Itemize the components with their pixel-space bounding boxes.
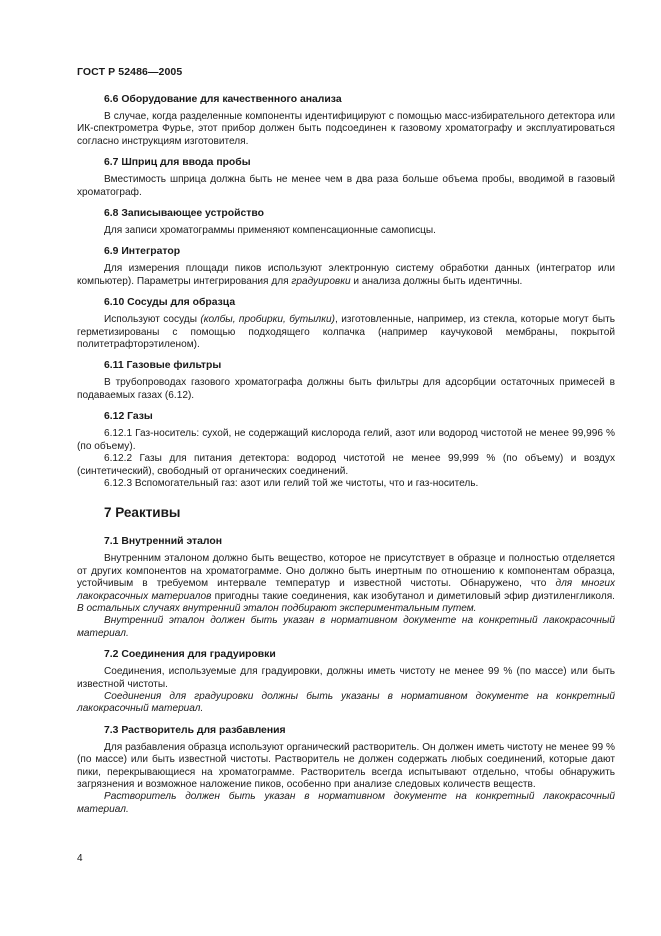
section-7-title: 7 Реактивы (104, 505, 181, 521)
section-7-1-text: Внутренним эталоном должно быть вещество, которое не присутствует в образце и полностью отделяется от других компонентов на хроматограмме. Оно должно быть инертным по отношению к компонентам образца, устойчивым в требуемом интервале температур и известной чистоты. Обнаружено, что для многих лакокрасочных материалов пригодны такие соединения, как изобутанол и диметиловый эфир диэтиленгликоля. В остальных случаях внутренний эталон подбирают экспериментальным путем. (77, 553, 615, 614)
section-7-3-note: Растворитель должен быть указан в нормативном документе на конкретный лакокрасочный материал. (77, 791, 615, 815)
section-7-2-text: Соединения, используемые для градуировки, должны иметь чистоту не менее 99 % (по массе) или быть известной чистоты. (77, 666, 615, 690)
section-6-6-title: 6.6 Оборудование для качественного анализа (104, 94, 342, 105)
standard-header: ГОСТ Р 52486—2005 (77, 66, 183, 78)
section-6-10-title: 6.10 Сосуды для образца (104, 297, 236, 309)
section-6-9-text: Для измерения площади пиков используют электронную систему обработки данных (интегратор или компьютер). Параметры интегрирования для градуировки и анализа должны быть идентичны. (77, 263, 615, 287)
section-6-7-title: 6.7 Шприц для ввода пробы (104, 157, 251, 169)
section-6-12-title: 6.12 Газы (104, 411, 153, 423)
section-7-1-title: 7.1 Внутренний эталон (104, 536, 223, 548)
section-6-8-title: 6.8 Записывающее устройство (104, 208, 264, 220)
section-6-12-2-text: 6.12.2 Газы для питания детектора: водород чистотой не менее 99,999 % (по объему) и воздух (синтетический), свободный от органических соединений. (77, 453, 615, 477)
section-6-12-1-text: 6.12.1 Газ-носитель: сухой, не содержащий кислорода гелий, азот или водород чистотой не менее 99,996 % (по объему). (77, 428, 615, 452)
page-content (77, 93, 615, 816)
section-6-12-3-text: 6.12.3 Вспомогательный газ: азот или гелий той же чистоты, что и газ-носитель. (104, 477, 479, 489)
page-number: 4 (77, 853, 83, 864)
section-6-6-text: В случае, когда разделенные компоненты идентифицируют с помощью масс-избирательного детектора или ИК-спектрометра Фурье, этот прибор должен быть подсоединен к газовому хроматографу и эксплуатироваться согласно инструкциям изготовителя. (77, 111, 615, 147)
section-7-3-title: 7.3 Растворитель для разбавления (104, 724, 286, 736)
section-7-2-note: Соединения для градуировки должны быть указаны в нормативном документе на конкретный лакокрасочный материал. (77, 690, 615, 715)
section-6-11-text: В трубопроводах газового хроматографа должны быть фильтры для адсорбции остаточных примесей в подаваемых газах (6.12). (77, 377, 615, 401)
section-7-2-title: 7.2 Соединения для градуировки (104, 649, 276, 661)
section-6-7-text: Вместимость шприца должна быть не менее чем в два раза больше объема пробы, вводимой в газовый хроматограф. (77, 174, 615, 198)
section-6-10-text: Используют сосуды (колбы, пробирки, бутылки), изготовленные, например, из стекла, которые могут быть герметизированы с помощью подходящего колпачка (например каучуковой мембраны, покрытой политетрафторэтиленом). (77, 314, 615, 351)
section-7-3-text: Для разбавления образца используют органический растворитель. Он должен иметь чистоту не менее 99 % (по массе) или быть известной чистоты. Растворитель не должен содержать любых соединений, которые дают пики, перекрывающиеся на хроматограмме. Растворитель всегда испытывают отдельно, чтобы обнаружить загрязнения и возможное наложение пиков, особенно при анализе следовых количеств веществ. (77, 741, 615, 790)
section-6-11-title: 6.11 Газовые фильтры (104, 360, 222, 372)
section-7-1-note: Внутренний эталон должен быть указан в нормативном документе на конкретный лакокрасочный материал. (77, 615, 615, 639)
section-6-8-text: Для записи хроматограммы применяют компенсационные самописцы. (104, 225, 436, 237)
section-6-9-title: 6.9 Интегратор (104, 246, 181, 258)
